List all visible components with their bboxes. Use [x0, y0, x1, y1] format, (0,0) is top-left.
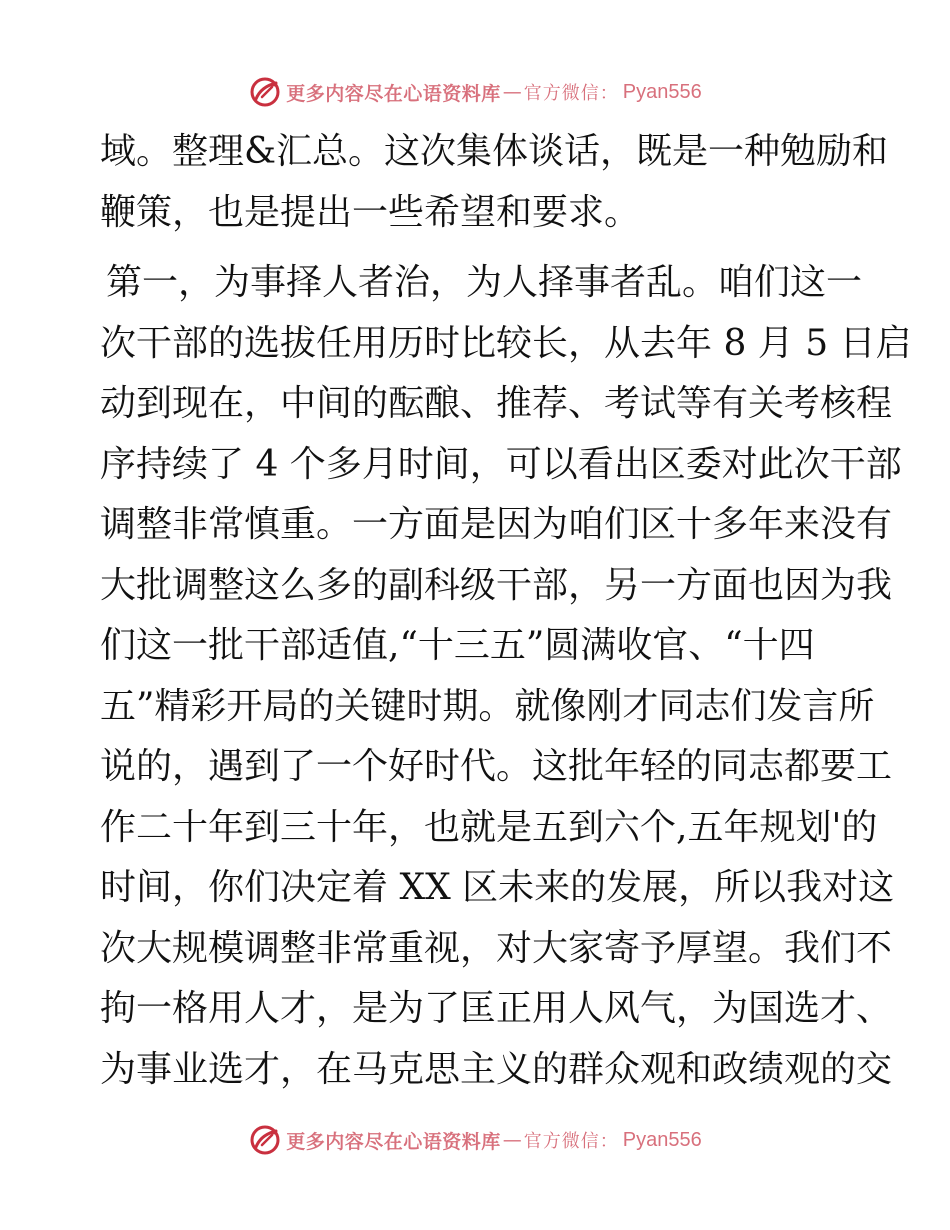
watermark-wechat-label: 官方微信：	[523, 83, 619, 104]
paragraph-first-point	[100, 253, 912, 1100]
paragraph-continuation	[100, 122, 889, 243]
text-line: 调整非常慎重。一方面是因为咱们区十多年来没有	[100, 504, 893, 545]
text-line: 次大规模调整非常重视，对大家寄予厚望。我们不	[100, 927, 893, 969]
watermark-text: 更多内容尽在心语资料库	[286, 82, 501, 105]
text-line: 次干部的选拔任用历时比较长，从去年 8 月 5 日启	[100, 322, 912, 364]
text-line: 第一，为事择人者治，为人择事者乱。咱们这一	[106, 262, 863, 303]
watermark-dash: —	[502, 1129, 522, 1151]
text-line: 域。整理&汇总。这次集体谈话，既是一种勉励和	[100, 131, 889, 172]
brand-logo-icon	[248, 1123, 282, 1157]
text-line: 大批调整这么多的副科级干部，另一方面也因为我	[100, 564, 893, 606]
text-line: 说的，遇到了一个好时代。这批年轻的同志都要工	[100, 746, 893, 787]
document-body	[100, 122, 912, 1100]
text-line: 动到现在，中间的酝酿、推荐、考试等有关考核程	[100, 383, 893, 424]
footer-watermark	[0, 1120, 950, 1160]
text-line: 五”精彩开局的关键时期。就像刚才同志们发言所	[100, 685, 875, 727]
text-line: 序持续了 4 个多月时间，可以看出区委对此次干部	[100, 443, 902, 485]
text-line: 时间，你们决定着 XX 区未来的发展，所以我对这	[100, 867, 895, 908]
text-line: 为事业选才，在马克思主义的群众观和政绩观的交	[100, 1048, 893, 1090]
text-line: 鞭策，也是提出一些希望和要求。	[100, 191, 641, 233]
text-line: 拘一格用人才，是为了匡正用人风气，为国选才、	[100, 988, 893, 1029]
watermark-wechat-label: 官方微信：	[523, 1131, 619, 1152]
text-line: 们这一批干部适值,“十三五”圆满收官、“十四	[100, 625, 815, 666]
watermark-wechat-id: Pyan556	[622, 1128, 702, 1151]
header-watermark	[0, 72, 950, 112]
text-line: 作二十年到三十年，也就是五到六个,五年规划'的	[100, 806, 878, 848]
watermark-dash: —	[502, 81, 522, 103]
brand-logo-icon	[248, 75, 282, 109]
watermark-text: 更多内容尽在心语资料库	[286, 1130, 501, 1153]
watermark-wechat-id: Pyan556	[622, 80, 702, 103]
